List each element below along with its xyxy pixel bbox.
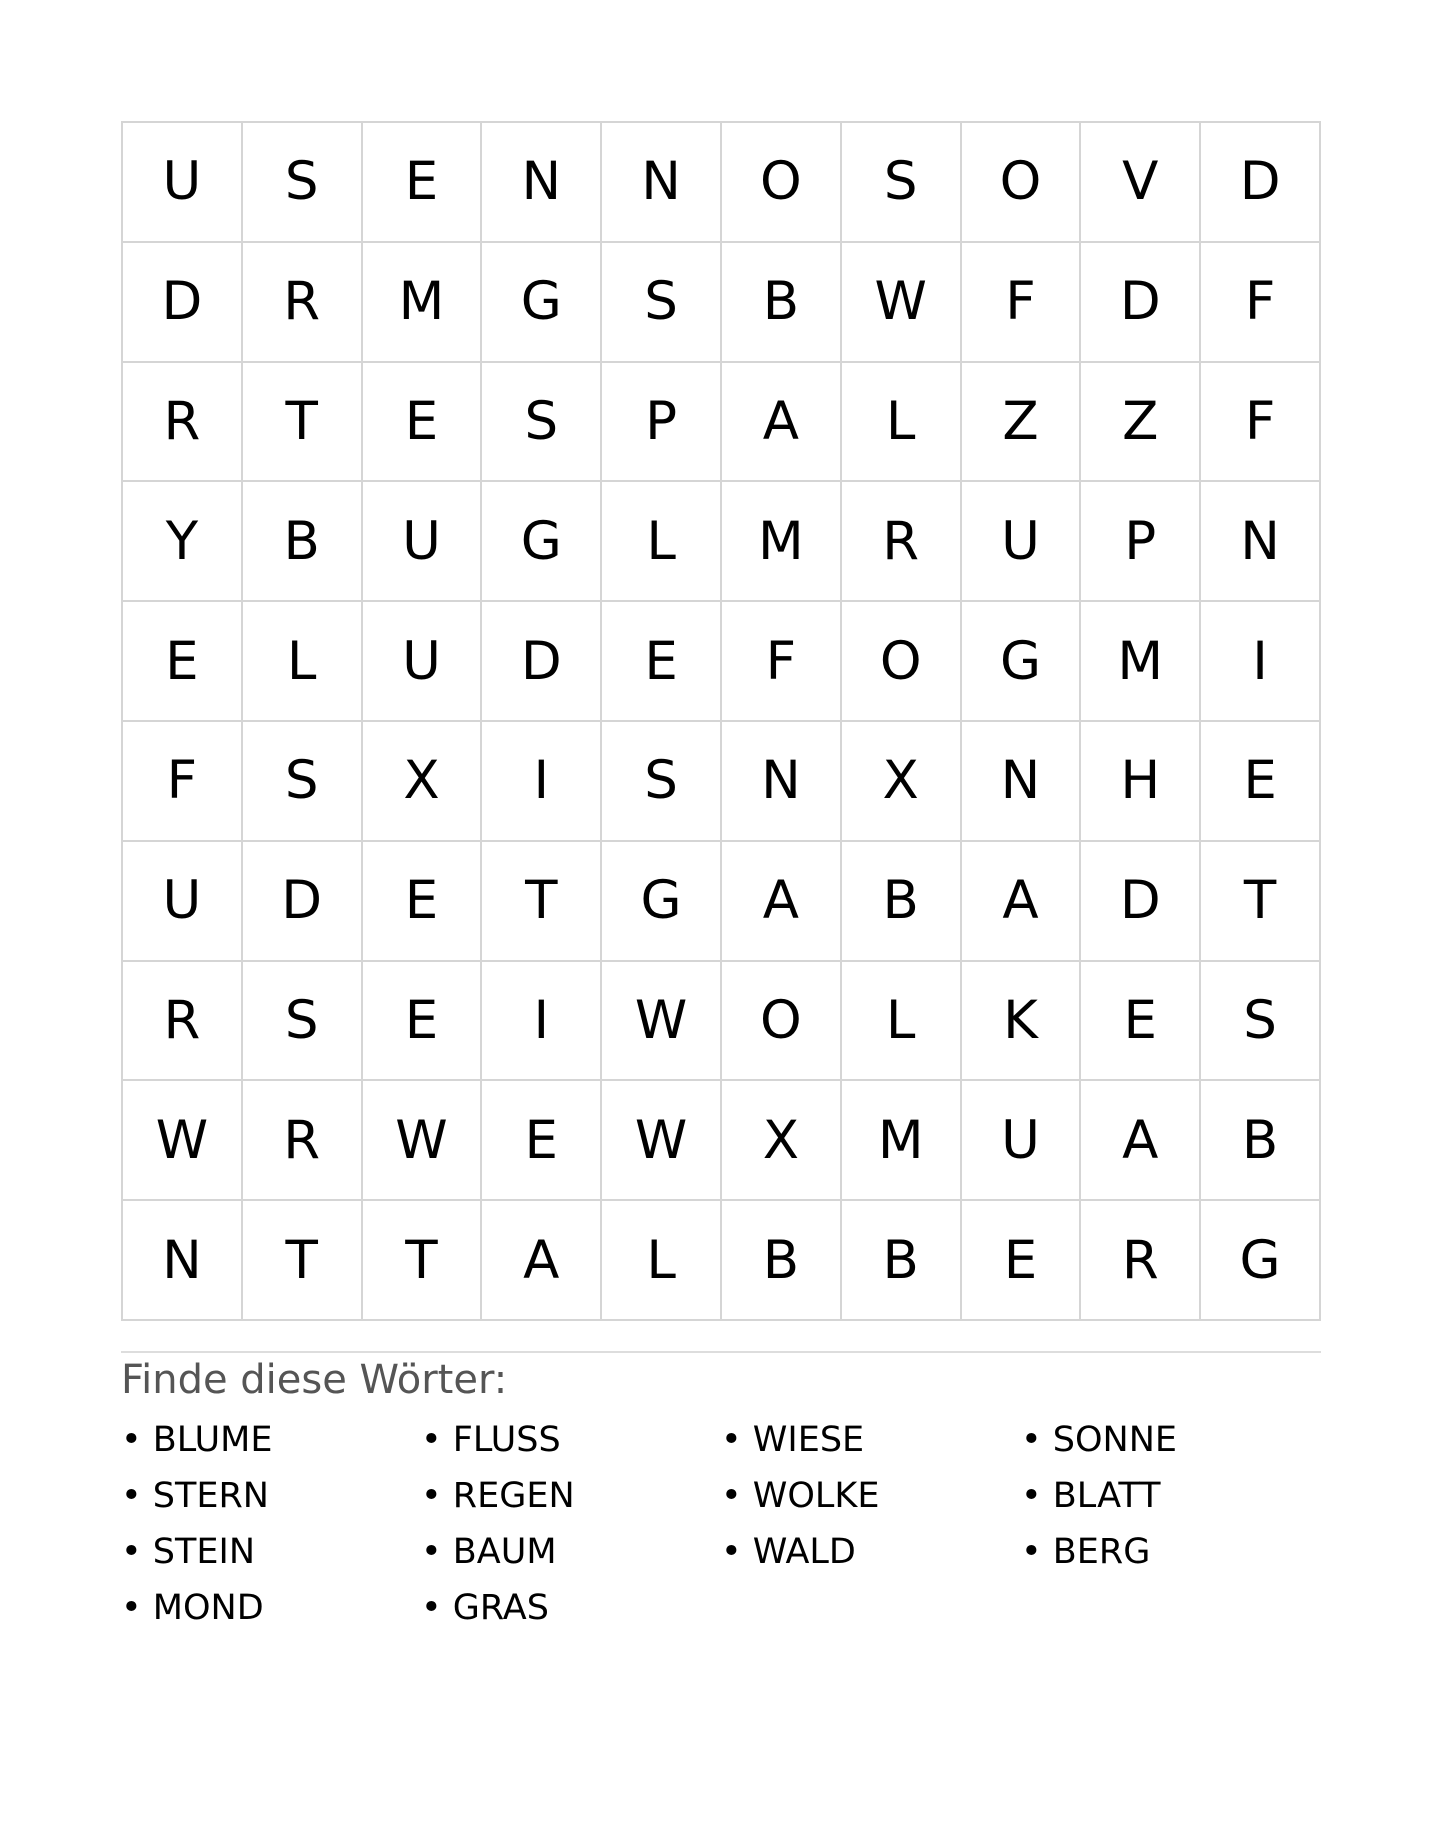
word-list-item <box>721 1468 880 1524</box>
grid-cell[interactable]: V <box>1081 123 1201 243</box>
grid-cell[interactable]: G <box>1201 1201 1321 1321</box>
grid-cell[interactable]: W <box>842 243 962 363</box>
grid-cell[interactable]: B <box>1201 1081 1321 1201</box>
grid-cell[interactable]: R <box>123 363 243 483</box>
grid-cell[interactable]: D <box>1201 123 1321 243</box>
grid-cell[interactable]: G <box>482 243 602 363</box>
grid-cell[interactable]: I <box>482 722 602 842</box>
grid-cell[interactable]: G <box>602 842 722 962</box>
grid-cell[interactable]: D <box>1081 842 1201 962</box>
grid-cell[interactable]: O <box>962 123 1082 243</box>
word-list-item <box>121 1468 269 1524</box>
grid-cell[interactable]: F <box>1201 363 1321 483</box>
grid-cell[interactable]: I <box>1201 602 1321 722</box>
word-list-item <box>1021 1468 1160 1524</box>
grid-cell[interactable]: L <box>842 363 962 483</box>
word-list-item <box>421 1524 557 1580</box>
grid-cell[interactable]: L <box>602 1201 722 1321</box>
grid-cell[interactable]: K <box>962 962 1082 1082</box>
bullet-icon: • <box>421 1420 453 1460</box>
grid-cell[interactable]: M <box>1081 602 1201 722</box>
grid-cell[interactable]: U <box>962 1081 1082 1201</box>
grid-cell[interactable]: F <box>1201 243 1321 363</box>
grid-cell[interactable]: E <box>1201 722 1321 842</box>
bullet-icon: • <box>121 1532 153 1572</box>
grid-cell[interactable]: F <box>722 602 842 722</box>
grid-cell[interactable]: Z <box>962 363 1082 483</box>
word-label: REGEN <box>452 1476 575 1516</box>
grid-cell[interactable]: E <box>363 123 483 243</box>
grid-cell[interactable]: G <box>962 602 1082 722</box>
grid-cell[interactable]: S <box>243 722 363 842</box>
word-list-item <box>1021 1524 1150 1580</box>
word-list-item <box>121 1524 255 1580</box>
grid-cell[interactable]: B <box>842 842 962 962</box>
grid-cell[interactable]: U <box>363 602 483 722</box>
bullet-icon: • <box>721 1532 753 1572</box>
word-list <box>121 1412 1321 1642</box>
grid-cell[interactable]: S <box>1201 962 1321 1082</box>
grid-cell[interactable]: P <box>1081 482 1201 602</box>
grid-cell[interactable]: E <box>602 602 722 722</box>
grid-cell[interactable]: P <box>602 363 722 483</box>
bullet-icon: • <box>721 1420 753 1460</box>
word-list-item <box>121 1412 272 1468</box>
grid-cell[interactable]: U <box>123 123 243 243</box>
grid-cell[interactable]: S <box>602 722 722 842</box>
grid-cell[interactable]: T <box>482 842 602 962</box>
word-label: STEIN <box>152 1532 255 1572</box>
word-label: SONNE <box>1052 1420 1178 1460</box>
grid-cell[interactable]: E <box>363 363 483 483</box>
word-label: GRAS <box>452 1588 549 1628</box>
grid-cell[interactable]: D <box>123 243 243 363</box>
grid-cell[interactable]: B <box>243 482 363 602</box>
grid-cell[interactable]: S <box>243 962 363 1082</box>
grid-cell[interactable]: E <box>123 602 243 722</box>
grid-cell[interactable]: L <box>842 962 962 1082</box>
grid-cell[interactable]: N <box>123 1201 243 1321</box>
word-list-heading: Finde diese Wörter: <box>121 1357 508 1403</box>
grid-cell[interactable]: E <box>363 842 483 962</box>
grid-cell[interactable]: R <box>243 1081 363 1201</box>
word-label: WIESE <box>752 1420 865 1460</box>
word-label: BLUME <box>152 1420 273 1460</box>
word-list-item <box>421 1468 575 1524</box>
grid-cell[interactable]: A <box>1081 1081 1201 1201</box>
grid-cell[interactable]: L <box>243 602 363 722</box>
letter-grid <box>121 121 1321 1321</box>
word-label: BAUM <box>452 1532 557 1572</box>
bullet-icon: • <box>421 1588 453 1628</box>
grid-cell[interactable]: M <box>363 243 483 363</box>
grid-cell[interactable]: G <box>482 482 602 602</box>
grid-cell[interactable]: Z <box>1081 363 1201 483</box>
grid-cell[interactable]: A <box>962 842 1082 962</box>
grid-cell[interactable]: I <box>482 962 602 1082</box>
word-label: BLATT <box>1052 1476 1161 1516</box>
word-label: FLUSS <box>452 1420 561 1460</box>
grid-cell[interactable]: B <box>842 1201 962 1321</box>
grid-cell[interactable]: O <box>722 962 842 1082</box>
bullet-icon: • <box>1021 1476 1053 1516</box>
bullet-icon: • <box>421 1476 453 1516</box>
grid-cell[interactable]: R <box>1081 1201 1201 1321</box>
grid-cell[interactable]: N <box>1201 482 1321 602</box>
grid-cell[interactable]: T <box>1201 842 1321 962</box>
grid-cell[interactable]: E <box>482 1081 602 1201</box>
grid-cell[interactable]: M <box>842 1081 962 1201</box>
grid-cell[interactable]: M <box>722 482 842 602</box>
grid-cell[interactable]: B <box>722 1201 842 1321</box>
grid-cell[interactable]: U <box>962 482 1082 602</box>
grid-cell[interactable]: S <box>243 123 363 243</box>
grid-cell[interactable]: O <box>842 602 962 722</box>
grid-cell[interactable]: D <box>243 842 363 962</box>
grid-cell[interactable]: R <box>123 962 243 1082</box>
grid-cell[interactable]: O <box>722 123 842 243</box>
grid-cell[interactable]: R <box>243 243 363 363</box>
grid-cell[interactable]: H <box>1081 722 1201 842</box>
grid-cell[interactable]: U <box>123 842 243 962</box>
grid-cell[interactable]: Y <box>123 482 243 602</box>
word-list-item <box>1021 1412 1177 1468</box>
grid-cell[interactable]: T <box>363 1201 483 1321</box>
grid-cell[interactable]: X <box>722 1081 842 1201</box>
word-label: WALD <box>752 1532 856 1572</box>
grid-cell[interactable]: B <box>722 243 842 363</box>
bullet-icon: • <box>421 1532 453 1572</box>
word-label: STERN <box>152 1476 269 1516</box>
grid-cell[interactable]: T <box>243 363 363 483</box>
word-list-item <box>421 1580 549 1636</box>
grid-cell[interactable]: A <box>722 363 842 483</box>
word-list-item <box>721 1524 856 1580</box>
grid-cell[interactable]: W <box>602 962 722 1082</box>
bullet-icon: • <box>121 1420 153 1460</box>
grid-cell[interactable]: D <box>1081 243 1201 363</box>
grid-cell[interactable]: N <box>602 123 722 243</box>
grid-cell[interactable]: E <box>1081 962 1201 1082</box>
bullet-icon: • <box>1021 1420 1053 1460</box>
grid-cell[interactable]: S <box>482 363 602 483</box>
grid-cell[interactable]: A <box>482 1201 602 1321</box>
grid-cell[interactable]: W <box>123 1081 243 1201</box>
grid-cell[interactable]: X <box>363 722 483 842</box>
word-label: BERG <box>1052 1532 1151 1572</box>
grid-cell[interactable]: D <box>482 602 602 722</box>
grid-cell[interactable]: S <box>602 243 722 363</box>
bullet-icon: • <box>721 1476 753 1516</box>
bullet-icon: • <box>121 1476 153 1516</box>
word-list-item <box>421 1412 561 1468</box>
grid-cell[interactable]: F <box>962 243 1082 363</box>
grid-cell[interactable]: T <box>243 1201 363 1321</box>
grid-cell[interactable]: N <box>482 123 602 243</box>
grid-cell[interactable]: X <box>842 722 962 842</box>
word-list-item <box>121 1580 264 1636</box>
grid-cell[interactable]: S <box>842 123 962 243</box>
grid-cell[interactable]: R <box>842 482 962 602</box>
grid-cell[interactable]: W <box>363 1081 483 1201</box>
bullet-icon: • <box>1021 1532 1053 1572</box>
grid-cell[interactable]: W <box>602 1081 722 1201</box>
grid-cell[interactable]: N <box>722 722 842 842</box>
grid-cell[interactable]: E <box>962 1201 1082 1321</box>
bullet-icon: • <box>121 1588 153 1628</box>
grid-cell[interactable]: U <box>363 482 483 602</box>
grid-cell[interactable]: F <box>123 722 243 842</box>
word-label: WOLKE <box>752 1476 880 1516</box>
grid-cell[interactable]: E <box>363 962 483 1082</box>
grid-cell[interactable]: A <box>722 842 842 962</box>
grid-cell[interactable]: L <box>602 482 722 602</box>
grid-cell[interactable]: N <box>962 722 1082 842</box>
word-list-item <box>721 1412 864 1468</box>
word-label: MOND <box>152 1588 264 1628</box>
